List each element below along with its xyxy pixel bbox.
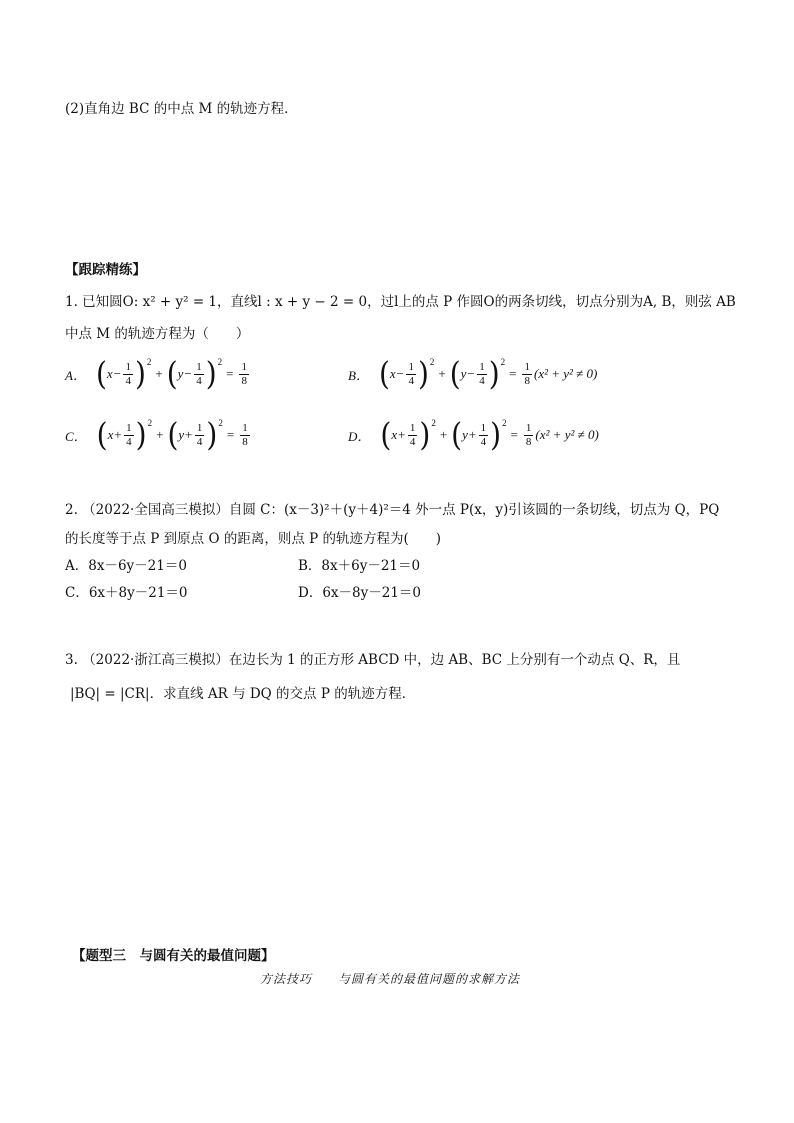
part2-text: (2)直角边 BC 的中点 M 的轨迹方程．: [65, 101, 298, 117]
q2-option-b: B．8x＋6y－21＝0: [298, 558, 421, 574]
q2-line2: 的长度等于点 P 到原点 O 的距离，则点 P 的轨迹方程为( ): [65, 531, 442, 547]
section3-title: 【题型三 与圆有关的最值问题】: [72, 948, 275, 964]
q2-option-d: D．6x－8y－21＝0: [298, 585, 422, 601]
q3-line2: |BQ| = |CR|．求直线 AR 与 DQ 的交点 P 的轨迹方程．: [70, 686, 416, 702]
q1-option-b: B． ( x− $\frac{1}{4}$ ) 2 + ( y− $\frac{1}{4}$ ) 2 = $\frac{1}{8}$ (x² + y² ≠ 0): [348, 354, 598, 393]
q1-option-d: D． ( x+ $\frac{1}{4}$ ) 2 + ( y+ $\frac{1}{4}$ ) 2 = $\frac{1}{8}$ (x² + y² ≠ 0): [348, 415, 599, 454]
q3-line1: 3. （2022·浙江高三模拟）在边长为 1 的正方形 ABCD 中，边 AB、BC 上分别有一个动点 Q、R，且: [65, 652, 681, 668]
q2-option-a: A．8x－6y－21＝0: [65, 558, 187, 574]
q1-line1: 1. 已知圆O: x² + y² = 1，直线l : x + y − 2 = 0，过l上的点 P 作圆O的两条切线，切点分别为A, B，则弦 AB: [65, 294, 736, 310]
q1-option-a: A． ( x− $\frac{1}{4}$ ) 2 + ( y− $\frac{1}{4}$ ) 2 = $\frac{1}{8}$: [65, 354, 247, 393]
practice-header: 【跟踪精练】: [65, 262, 146, 278]
q1-option-c: C． ( x+ $\frac{1}{4}$ ) 2 + ( y+ $\frac{1}{4}$ ) 2 = $\frac{1}{8}$: [65, 415, 248, 454]
section3-subtitle: 方法技巧 与圆有关的最值问题的求解方法: [260, 972, 521, 986]
q2-line1: 2. （2022·全国高三模拟）自圆 C：(x－3)²＋(y＋4)²＝4 外一点 P(x，y)引该圆的一条切线，切点为 Q，PQ: [65, 502, 720, 518]
q1-line2: 中点 M 的轨迹方程为（ ）: [65, 326, 250, 342]
q2-option-c: C．6x＋8y－21＝0: [65, 585, 188, 601]
